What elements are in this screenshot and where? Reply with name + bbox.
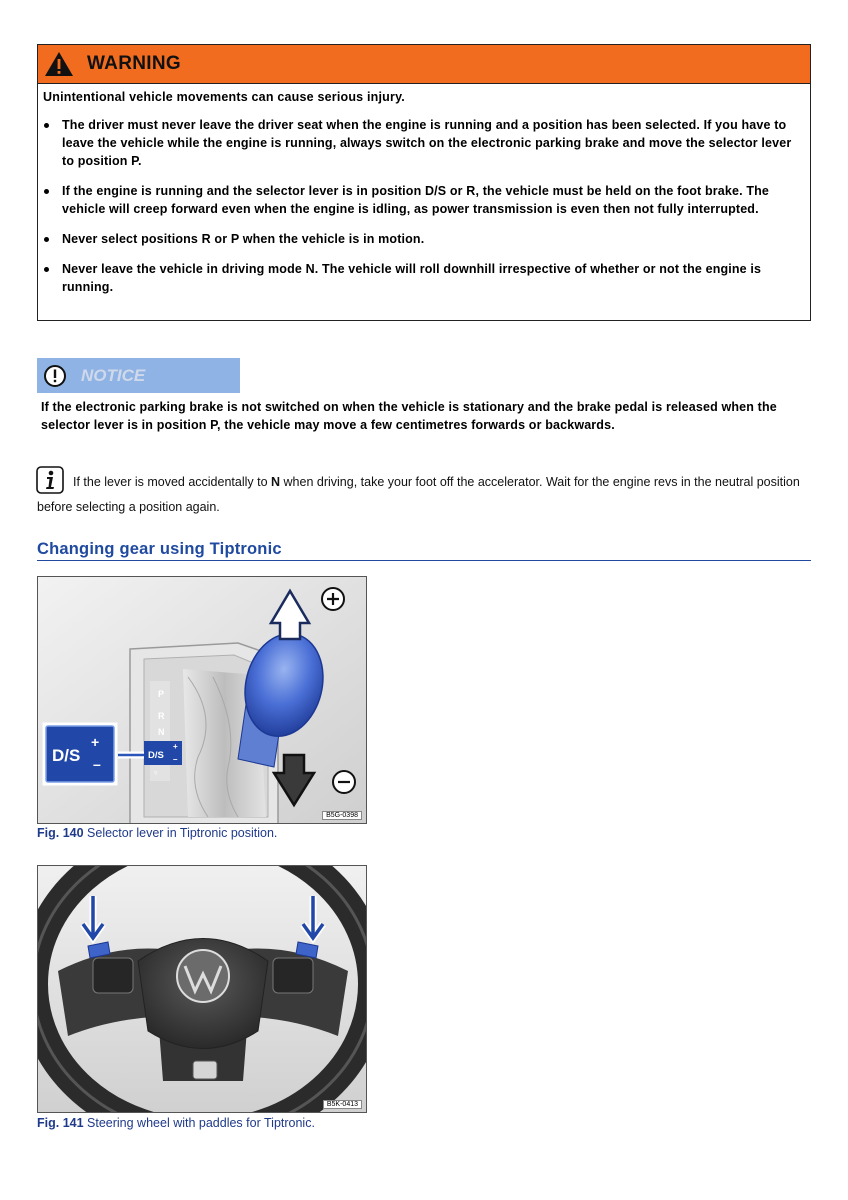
- svg-text:+: +: [173, 742, 178, 751]
- notice-header: [37, 358, 240, 393]
- warning-intro: Unintentional vehicle movements can cause serious injury.: [43, 90, 405, 104]
- steering-wheel-illustration: [38, 866, 367, 1113]
- warning-triangle-icon: [44, 51, 74, 77]
- callout-ds-label: D/S: [52, 746, 81, 765]
- notice-text: If the electronic parking brake is not switched on when the vehicle is stationary and the brake pedal is released when the selector lever is in position P, the vehicle may move a few centimetres forwards or backwards.: [41, 400, 777, 432]
- warning-item-text: Never select positions R or P when the vehicle is in motion.: [62, 232, 425, 246]
- warning-header: [38, 45, 810, 84]
- info-text-before: If the lever is moved accidentally to: [73, 475, 272, 489]
- warning-box: [37, 44, 811, 321]
- figure-caption: [37, 826, 277, 840]
- bullet-icon: [44, 123, 49, 128]
- figure-code: B5G-0398: [322, 811, 362, 820]
- info-text: [37, 470, 807, 520]
- warning-item-text: The driver must never leave the driver seat when the engine is running and a position has been selected. If you have to leave the vehicle while the engine is running, always switch on the electronic parking brake and move the selector lever to position P.: [62, 118, 792, 168]
- svg-text:▿: ▿: [154, 770, 158, 777]
- notice-title: NOTICE: [81, 365, 146, 385]
- figure-selector-lever: [37, 576, 367, 824]
- warning-item: [38, 182, 810, 218]
- selector-lever-illustration: [38, 577, 367, 824]
- info-text-bold: N: [271, 475, 281, 489]
- section-heading-text: Changing gear using Tiptronic: [37, 540, 282, 558]
- section-heading: [37, 540, 811, 561]
- bullet-icon: [44, 189, 49, 194]
- gate-letter-n: N: [158, 727, 165, 737]
- warning-item: [38, 260, 810, 296]
- gate-letter-r: R: [158, 711, 165, 721]
- svg-text:–: –: [93, 756, 101, 772]
- figure-code: B5K-0413: [323, 1100, 362, 1109]
- warning-item: [38, 230, 810, 248]
- exclamation-circle-icon: [43, 364, 67, 388]
- figure-steering-wheel: [37, 865, 367, 1113]
- figure-number: Fig. 141: [37, 1116, 84, 1130]
- bullet-icon: [44, 237, 49, 242]
- warning-item-text: If the engine is running and the selector lever is in position D/S or R, the vehicle must be held on the foot brake. The vehicle will creep forward even when the engine is idling, as power transmission is even then not fully interrupted.: [62, 184, 769, 216]
- svg-text:–: –: [173, 755, 178, 764]
- info-text-after: when driving, take your foot off the accelerator. Wait for the engine revs in the neutral position before selecting a position again.: [37, 475, 800, 514]
- svg-text:+: +: [91, 734, 100, 750]
- bullet-icon: [44, 267, 49, 272]
- warning-list: [38, 116, 810, 296]
- figure-caption-text: Steering wheel with paddles for Tiptronic.: [87, 1116, 315, 1130]
- figure-caption-text: Selector lever in Tiptronic position.: [87, 826, 278, 840]
- warning-item-text: Never leave the vehicle in driving mode N. The vehicle will roll downhill irrespective of whether or not the engine is running.: [62, 262, 762, 294]
- warning-item: [38, 116, 810, 170]
- gate-letter-p: P: [158, 689, 165, 699]
- warning-title: WARNING: [87, 53, 181, 74]
- gate-ds-label: D/S: [148, 750, 164, 761]
- figure-caption: [37, 1116, 315, 1130]
- figure-number: Fig. 140: [37, 826, 84, 840]
